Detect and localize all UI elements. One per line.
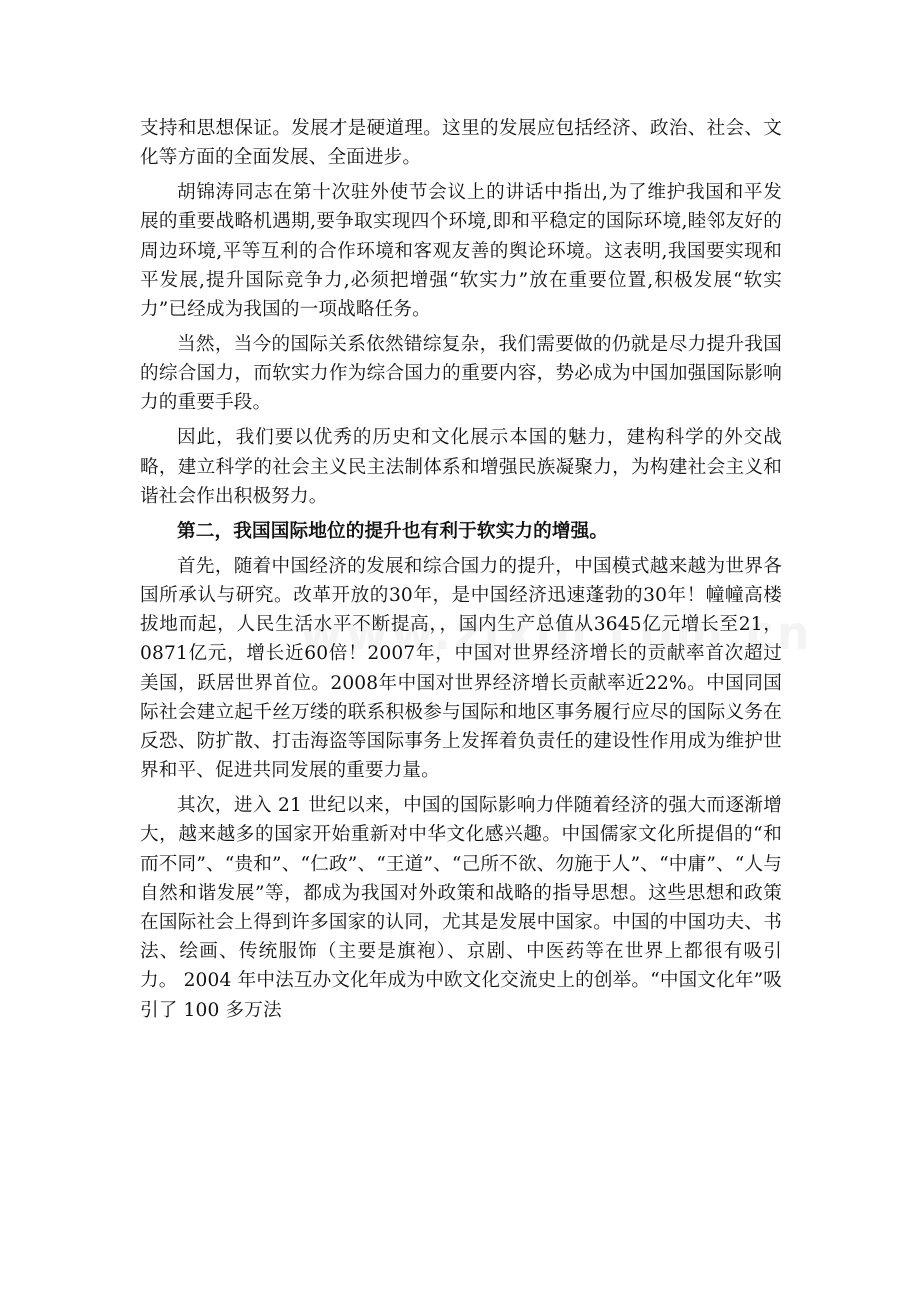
paragraph-international-relations: 当然，当今的国际关系依然错综复杂，我们需要做的仍就是尽力提升我国的综合国力，而软实力作为综合国力的重要内容，势必成为中国加强国际影响力的重要手段。 [140, 334, 782, 414]
paragraph-hu-jintao-speech: 胡锦涛同志在第十次驻外使节会议上的讲话中指出,为了维护我国和平发展的重要战略机遇期,要争取实现四个环境,即和平稳定的国际环境,睦邻友好的周边环境,平等互利的合作环境和客观友善的舆论环境。这表明,我国要实现和平发展,提升国际竞争力,必须把增强“软实力”放在重要位置,积极发展“软实力”已经成为我国的一项战略任务。 [140, 182, 782, 321]
paragraph-therefore: 因此，我们要以优秀的历史和文化展示本国的魅力，建构科学的外交战略，建立科学的社会主义民主法制体系和增强民族凝聚力，为构建社会主义和谐社会作出积极努力。 [140, 427, 782, 507]
paragraph-continuation: 支持和思想保证。发展才是硬道理。这里的发展应包括经济、政治、社会、文化等方面的全面发展、全面进步。 [140, 118, 782, 169]
paragraph-second-culture: 其次，进入 21 世纪以来，中国的国际影响力伴随着经济的强大而逐渐增大，越来越多的国家开始重新对中华文化感兴趣。中国儒家文化所提倡的“和而不同”、“贵和”、“仁政”、“王道”、“己所不欲、勿施于人”、“中庸”、“人与自然和谐发展”等，都成为我国对外政策和战略的指导思想。这些思想和政策在国际社会上得到许多国家的认同，尤其是发展中国家。中国的中国功夫、书法、绘画、传统服饰（主要是旗袍）、京剧、中医药等在世界上都很有吸引力。 2004 年中法互办文化年成为中欧文化交流史上的创举。“中国文化年”吸引了 100 多万法 [140, 795, 782, 1021]
document-body [140, 114, 782, 1031]
paragraph-first-economy: 首先，随着中国经济的发展和综合国力的提升，中国模式越来越为世界各国所承认与研究。改革开放的30年，是中国经济迅速蓬勃的30年！幢幢高楼拔地而起，人民生活水平不断提高，，国内生产总值从3645亿元增长至21，0871亿元，增长近60倍！2007年，中国对世界经济增长的贡献率首次超过美国，跃居世界首位。2008年中国对世界经济增长贡献率近22%。中国同国际社会建立起千丝万缕的联系积极参与国际和地区事务履行应尽的国际义务在反恐、防扩散、打击海盗等国际事务上发挥着负责任的建设性作用成为维护世界和平、促进共同发展的重要力量。 [140, 555, 782, 782]
section-heading-second: 第二，我国国际地位的提升也有利于软实力的增强。 [177, 520, 609, 542]
